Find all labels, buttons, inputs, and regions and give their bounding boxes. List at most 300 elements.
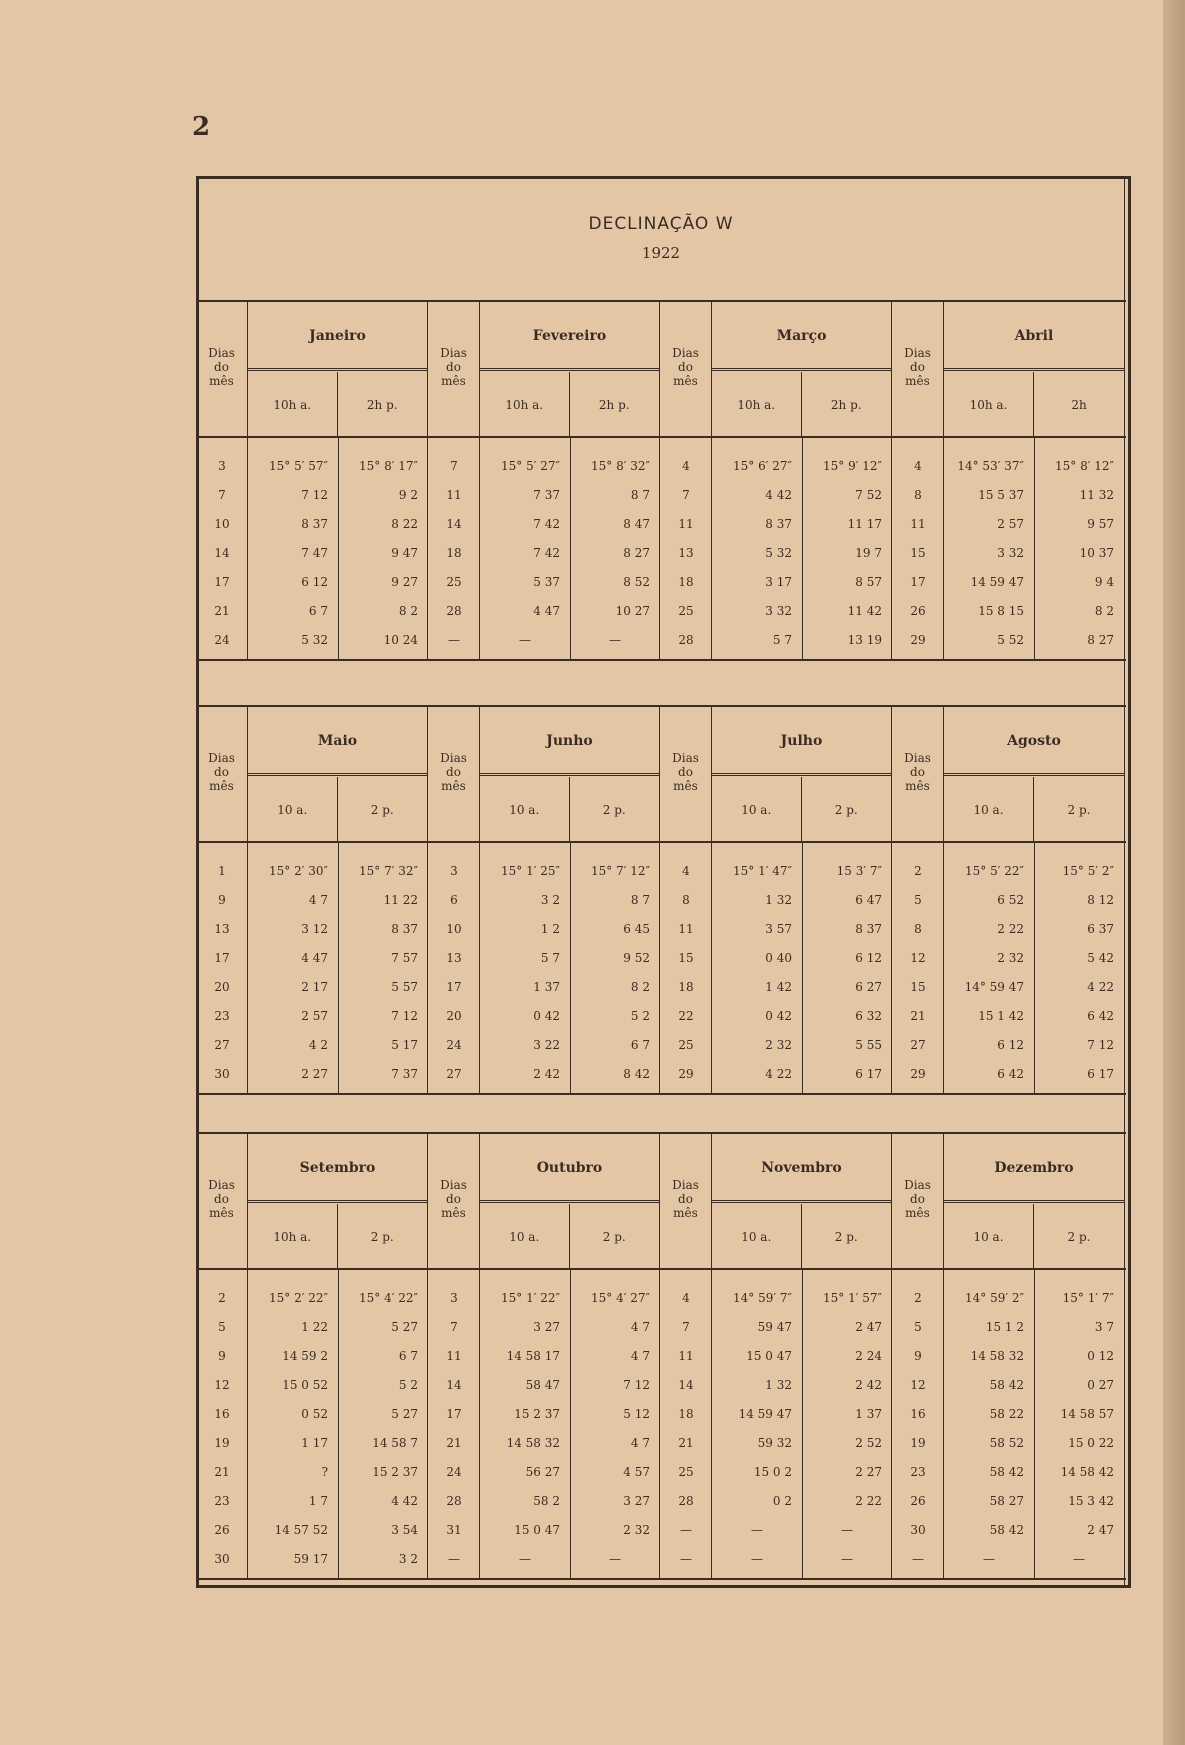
day-of-month: — [448, 633, 460, 647]
afternoon-declination: 8 7 [630, 488, 650, 502]
day-of-month: 2 [914, 864, 922, 878]
day-header-line: mês [209, 779, 234, 793]
afternoon-declination: 5 55 [855, 1038, 882, 1052]
day-of-month: 21 [910, 1009, 926, 1023]
afternoon-declination: 15° 8′ 12″ [1054, 459, 1114, 473]
day-of-month: 4 [682, 864, 690, 878]
morning-declination: 7 42 [533, 517, 560, 531]
morning-declination: 5 7 [772, 633, 792, 647]
month-rule [944, 773, 1124, 776]
table-row [196, 481, 1126, 510]
afternoon-reading-label: 2 p. [370, 1230, 394, 1244]
morning-declination: 2 42 [533, 1067, 560, 1081]
morning-declination: — [751, 1523, 763, 1537]
day-header-line: do [910, 1192, 925, 1206]
day-header-line: do [214, 765, 229, 779]
afternoon-declination: 15° 7′ 32″ [358, 864, 418, 878]
table-row [196, 568, 1126, 597]
afternoon-reading-label: 2 p. [1067, 1230, 1091, 1244]
day-of-month: 19 [910, 1436, 926, 1450]
day-header-line: Dias [208, 751, 235, 765]
day-of-month: 12 [910, 1378, 926, 1392]
morning-declination: 4 7 [308, 893, 328, 907]
morning-declination: — [983, 1552, 995, 1566]
afternoon-declination: 6 27 [855, 980, 882, 994]
morning-declination: 14 57 52 [274, 1523, 328, 1537]
morning-declination: 15 2 37 [514, 1407, 560, 1421]
morning-declination: 0 42 [765, 1009, 792, 1023]
afternoon-declination: 2 47 [1087, 1523, 1114, 1537]
table-row [196, 597, 1126, 626]
day-of-month: 24 [446, 1038, 462, 1052]
morning-declination: 3 27 [533, 1320, 560, 1334]
afternoon-declination: 8 42 [623, 1067, 650, 1081]
month-header-abril [944, 302, 1124, 436]
day-of-month: 25 [446, 575, 462, 589]
table-row [196, 1458, 1126, 1487]
morning-declination: 3 17 [765, 575, 792, 589]
month-name: Novembro [761, 1160, 842, 1176]
morning-declination: ? [321, 1465, 328, 1479]
afternoon-declination: 5 2 [398, 1378, 418, 1392]
day-header-line: do [214, 360, 229, 374]
afternoon-declination: 8 37 [391, 922, 418, 936]
day-header-line: do [678, 1192, 693, 1206]
morning-reading-label: 10 a. [480, 777, 570, 843]
morning-declination: 58 2 [533, 1494, 560, 1508]
day-column-header [428, 1134, 480, 1268]
morning-reading-label: 10 a. [712, 1204, 802, 1270]
afternoon-declination: 8 52 [623, 575, 650, 589]
day-header-line: Dias [440, 1178, 467, 1192]
month-header-outubro [480, 1134, 660, 1268]
day-of-month: 16 [214, 1407, 230, 1421]
morning-declination: 6 12 [997, 1038, 1024, 1052]
day-column-label [428, 346, 479, 388]
month-name: Abril [1014, 328, 1054, 344]
morning-reading-label: 10h a. [712, 372, 802, 438]
day-of-month: 19 [214, 1436, 230, 1450]
day-of-month: 3 [218, 459, 226, 473]
day-column-label [196, 1178, 247, 1220]
morning-declination: 1 17 [301, 1436, 328, 1450]
morning-declination: 15° 2′ 30″ [268, 864, 328, 878]
day-header-line: mês [209, 374, 234, 388]
morning-declination: 1 7 [308, 1494, 328, 1508]
morning-declination: 3 57 [765, 922, 792, 936]
afternoon-declination: 8 2 [630, 980, 650, 994]
day-of-month: 11 [678, 517, 694, 531]
morning-declination: 4 22 [765, 1067, 792, 1081]
table-row [196, 626, 1126, 655]
morning-declination: 59 32 [757, 1436, 792, 1450]
day-column-label [196, 751, 247, 793]
day-header-line: Dias [672, 751, 699, 765]
table-row [196, 1545, 1126, 1574]
month-name: Janeiro [309, 328, 366, 344]
morning-declination: 2 57 [301, 1009, 328, 1023]
afternoon-declination: 4 7 [630, 1320, 650, 1334]
day-of-month: 4 [682, 1291, 690, 1305]
morning-declination: — [519, 633, 531, 647]
afternoon-declination: 14 58 42 [1060, 1465, 1114, 1479]
afternoon-declination: 8 7 [630, 893, 650, 907]
table-row [196, 1284, 1126, 1313]
morning-declination: 5 37 [533, 575, 560, 589]
day-column-label [660, 751, 711, 793]
afternoon-declination: 6 37 [1087, 922, 1114, 936]
day-of-month: 18 [446, 546, 462, 560]
day-of-month: 9 [218, 893, 226, 907]
afternoon-declination: 7 52 [855, 488, 882, 502]
table-row [196, 452, 1126, 481]
afternoon-declination: 10 27 [615, 604, 650, 618]
morning-reading-label: 10 a. [248, 777, 338, 843]
day-of-month: 17 [446, 1407, 462, 1421]
day-of-month: 11 [910, 517, 926, 531]
afternoon-declination: 9 57 [1087, 517, 1114, 531]
day-of-month: 30 [214, 1067, 230, 1081]
morning-declination: 58 27 [989, 1494, 1024, 1508]
month-rule [248, 1200, 427, 1203]
day-of-month: 18 [678, 980, 694, 994]
day-header-line: Dias [904, 751, 931, 765]
morning-declination: 1 32 [765, 1378, 792, 1392]
morning-reading-label: 10h a. [248, 1204, 338, 1270]
month-name: Julho [780, 733, 823, 749]
month-rule [480, 1200, 659, 1203]
morning-declination: 6 52 [997, 893, 1024, 907]
morning-declination: 2 22 [997, 922, 1024, 936]
morning-declination: 5 32 [301, 633, 328, 647]
afternoon-declination: 7 12 [1087, 1038, 1114, 1052]
morning-declination: 5 52 [997, 633, 1024, 647]
afternoon-declination: 11 42 [847, 604, 882, 618]
afternoon-declination: 3 7 [1094, 1320, 1114, 1334]
day-of-month: 11 [446, 488, 462, 502]
morning-declination: 15° 1′ 25″ [500, 864, 560, 878]
day-of-month: — [680, 1552, 692, 1566]
day-of-month: 23 [910, 1465, 926, 1479]
morning-declination: 58 52 [989, 1436, 1024, 1450]
title-block [196, 214, 1126, 262]
morning-declination: 5 32 [765, 546, 792, 560]
table-row [196, 1060, 1126, 1089]
afternoon-declination: 6 7 [630, 1038, 650, 1052]
day-of-month: 9 [218, 1349, 226, 1363]
afternoon-declination: 5 57 [391, 980, 418, 994]
afternoon-declination: 13 19 [847, 633, 882, 647]
table-row [196, 1002, 1126, 1031]
afternoon-declination: 6 17 [1087, 1067, 1114, 1081]
day-column-label [892, 751, 943, 793]
day-of-month: 7 [450, 459, 458, 473]
day-of-month: 6 [450, 893, 458, 907]
day-header-line: mês [673, 374, 698, 388]
day-of-month: 28 [446, 604, 462, 618]
page-edge [1163, 0, 1185, 1745]
afternoon-declination: 2 47 [855, 1320, 882, 1334]
day-column-header [428, 302, 480, 436]
day-of-month: 22 [678, 1009, 694, 1023]
afternoon-declination: 10 24 [383, 633, 418, 647]
day-of-month: 15 [910, 980, 926, 994]
morning-declination: 58 42 [989, 1465, 1024, 1479]
month-block-3 [196, 1132, 1126, 1580]
morning-declination: 3 12 [301, 922, 328, 936]
afternoon-declination: 15° 1′ 7″ [1062, 1291, 1114, 1305]
morning-declination: 14 58 17 [506, 1349, 560, 1363]
morning-declination: 6 12 [301, 575, 328, 589]
morning-declination: 58 42 [989, 1378, 1024, 1392]
day-of-month: 29 [678, 1067, 694, 1081]
morning-declination: — [519, 1552, 531, 1566]
morning-declination: 14 58 32 [970, 1349, 1024, 1363]
afternoon-declination: 5 27 [391, 1320, 418, 1334]
afternoon-declination: 15 2 37 [372, 1465, 418, 1479]
day-of-month: 14 [678, 1378, 694, 1392]
morning-declination: 14 59 2 [282, 1349, 328, 1363]
afternoon-declination: 6 17 [855, 1067, 882, 1081]
day-column-header [196, 302, 248, 436]
afternoon-declination: 15° 7′ 12″ [590, 864, 650, 878]
afternoon-declination: 15 0 22 [1068, 1436, 1114, 1450]
table-row [196, 1313, 1126, 1342]
morning-declination: 2 32 [997, 951, 1024, 965]
afternoon-declination: 15 3 42 [1068, 1494, 1114, 1508]
month-block-1 [196, 300, 1126, 661]
table-row [196, 944, 1126, 973]
afternoon-reading-label: 2 p. [602, 803, 626, 817]
day-of-month: 24 [214, 633, 230, 647]
morning-declination: 7 12 [301, 488, 328, 502]
afternoon-declination: 8 12 [1087, 893, 1114, 907]
day-column-header [660, 302, 712, 436]
day-of-month: 26 [910, 604, 926, 618]
day-of-month: 14 [214, 546, 230, 560]
day-of-month: 11 [446, 1349, 462, 1363]
morning-declination: 15 1 2 [985, 1320, 1024, 1334]
morning-declination: 8 37 [301, 517, 328, 531]
afternoon-declination: 1 37 [855, 1407, 882, 1421]
day-of-month: 21 [214, 1465, 230, 1479]
day-header-line: mês [209, 1206, 234, 1220]
day-of-month: 7 [682, 1320, 690, 1334]
day-of-month: 25 [678, 1038, 694, 1052]
day-of-month: 17 [214, 575, 230, 589]
afternoon-declination: 7 12 [623, 1378, 650, 1392]
day-of-month: 17 [214, 951, 230, 965]
month-header-maio [248, 707, 428, 841]
month-name: Maio [317, 733, 358, 749]
day-of-month: 14 [446, 1378, 462, 1392]
morning-declination: 56 27 [525, 1465, 560, 1479]
day-of-month: 18 [678, 1407, 694, 1421]
afternoon-declination: 15° 4′ 22″ [358, 1291, 418, 1305]
day-of-month: 5 [914, 893, 922, 907]
morning-declination: 14 59 47 [738, 1407, 792, 1421]
morning-reading-label: 10 a. [712, 777, 802, 843]
day-header-line: mês [441, 374, 466, 388]
day-of-month: 14 [446, 517, 462, 531]
afternoon-declination: 5 17 [391, 1038, 418, 1052]
afternoon-declination: 4 7 [630, 1349, 650, 1363]
day-header-line: mês [673, 1206, 698, 1220]
day-of-month: 15 [910, 546, 926, 560]
morning-declination: 6 42 [997, 1067, 1024, 1081]
afternoon-declination: 2 22 [855, 1494, 882, 1508]
morning-reading-label: 10h a. [944, 372, 1034, 438]
month-header-julho [712, 707, 892, 841]
month-header-dezembro [944, 1134, 1124, 1268]
day-of-month: 5 [218, 1320, 226, 1334]
afternoon-declination: 6 45 [623, 922, 650, 936]
day-of-month: 11 [678, 1349, 694, 1363]
day-header-line: Dias [904, 346, 931, 360]
morning-declination: 7 37 [533, 488, 560, 502]
morning-declination: 7 42 [533, 546, 560, 560]
morning-declination: 4 47 [301, 951, 328, 965]
afternoon-declination: 11 22 [383, 893, 418, 907]
table-row [196, 1516, 1126, 1545]
day-of-month: 25 [678, 1465, 694, 1479]
afternoon-reading-label: 2 p. [1067, 803, 1091, 817]
morning-declination: 14° 59 47 [964, 980, 1024, 994]
afternoon-declination: 8 27 [1087, 633, 1114, 647]
afternoon-declination: 6 32 [855, 1009, 882, 1023]
morning-declination: 14 59 47 [970, 575, 1024, 589]
morning-declination: 58 47 [525, 1378, 560, 1392]
day-of-month: — [912, 1552, 924, 1566]
morning-declination: 4 42 [765, 488, 792, 502]
afternoon-declination: 9 47 [391, 546, 418, 560]
month-name: Agosto [1007, 733, 1061, 749]
month-name: Outubro [536, 1160, 603, 1176]
table-year: 1922 [641, 244, 681, 262]
morning-declination: 15 8 15 [978, 604, 1024, 618]
day-of-month: 10 [446, 922, 462, 936]
month-header-março [712, 302, 892, 436]
day-of-month: 3 [450, 864, 458, 878]
day-column-label [892, 1178, 943, 1220]
morning-declination: 15 0 47 [514, 1523, 560, 1537]
table-row [196, 1487, 1126, 1516]
afternoon-declination: 2 32 [623, 1523, 650, 1537]
day-header-line: do [678, 765, 693, 779]
table-row [196, 886, 1126, 915]
day-of-month: 7 [682, 488, 690, 502]
day-header-line: Dias [440, 751, 467, 765]
afternoon-declination: 15° 8′ 32″ [590, 459, 650, 473]
day-header-line: mês [441, 1206, 466, 1220]
day-of-month: 25 [678, 604, 694, 618]
morning-reading-label: 10 a. [480, 1204, 570, 1270]
afternoon-declination: — [841, 1552, 853, 1566]
day-column-label [892, 346, 943, 388]
morning-declination: 15° 1′ 22″ [500, 1291, 560, 1305]
afternoon-declination: — [841, 1523, 853, 1537]
day-header-line: do [446, 360, 461, 374]
morning-declination: 4 47 [533, 604, 560, 618]
afternoon-declination: 9 2 [398, 488, 418, 502]
day-column-header [892, 1134, 944, 1268]
morning-declination: 15° 2′ 22″ [268, 1291, 328, 1305]
morning-declination: 14 58 32 [506, 1436, 560, 1450]
afternoon-declination: 15° 1′ 57″ [822, 1291, 882, 1305]
morning-declination: 14° 59′ 2″ [964, 1291, 1024, 1305]
morning-declination: 15 5 37 [978, 488, 1024, 502]
day-of-month: 13 [446, 951, 462, 965]
afternoon-declination: 0 12 [1087, 1349, 1114, 1363]
afternoon-declination: 9 52 [623, 951, 650, 965]
month-rule [712, 1200, 891, 1203]
morning-declination: 0 52 [301, 1407, 328, 1421]
day-of-month: 8 [914, 488, 922, 502]
morning-declination: 15° 5′ 27″ [500, 459, 560, 473]
afternoon-declination: 15° 5′ 2″ [1062, 864, 1114, 878]
morning-declination: 15 0 2 [753, 1465, 792, 1479]
day-of-month: 7 [450, 1320, 458, 1334]
morning-declination: — [751, 1552, 763, 1566]
day-header-line: do [910, 360, 925, 374]
day-of-month: 16 [910, 1407, 926, 1421]
afternoon-declination: 8 2 [398, 604, 418, 618]
morning-declination: 2 57 [997, 517, 1024, 531]
table-row [196, 510, 1126, 539]
month-header-novembro [712, 1134, 892, 1268]
table-row [196, 1031, 1126, 1060]
day-of-month: 26 [910, 1494, 926, 1508]
morning-declination: 59 47 [757, 1320, 792, 1334]
afternoon-declination: 4 22 [1087, 980, 1114, 994]
month-rule [248, 773, 427, 776]
afternoon-reading-label: 2h p. [830, 398, 862, 412]
afternoon-declination: 8 2 [1094, 604, 1114, 618]
month-header-fevereiro [480, 302, 660, 436]
morning-declination: 4 2 [308, 1038, 328, 1052]
table-row [196, 857, 1126, 886]
morning-declination: 58 42 [989, 1523, 1024, 1537]
day-of-month: 3 [450, 1291, 458, 1305]
afternoon-declination: — [1073, 1552, 1085, 1566]
afternoon-declination: 4 7 [630, 1436, 650, 1450]
month-name: Março [776, 328, 827, 344]
day-of-month: 20 [446, 1009, 462, 1023]
day-of-month: 24 [446, 1465, 462, 1479]
afternoon-declination: 6 7 [398, 1349, 418, 1363]
day-of-month: 21 [446, 1436, 462, 1450]
day-column-header [428, 707, 480, 841]
day-header-line: do [678, 360, 693, 374]
day-of-month: 27 [446, 1067, 462, 1081]
morning-declination: 6 7 [308, 604, 328, 618]
afternoon-declination: 11 32 [1079, 488, 1114, 502]
afternoon-declination: 4 42 [391, 1494, 418, 1508]
morning-reading-label: 10 a. [944, 1204, 1034, 1270]
afternoon-reading-label: 2 p. [834, 803, 858, 817]
morning-declination: 1 22 [301, 1320, 328, 1334]
morning-declination: 1 2 [540, 922, 560, 936]
morning-declination: 0 40 [765, 951, 792, 965]
afternoon-declination: 2 24 [855, 1349, 882, 1363]
afternoon-declination: 7 57 [391, 951, 418, 965]
month-rule [944, 368, 1124, 371]
day-column-label [428, 751, 479, 793]
day-of-month: 1 [218, 864, 226, 878]
afternoon-declination: 4 57 [623, 1465, 650, 1479]
morning-declination: 3 2 [540, 893, 560, 907]
day-column-label [660, 1178, 711, 1220]
